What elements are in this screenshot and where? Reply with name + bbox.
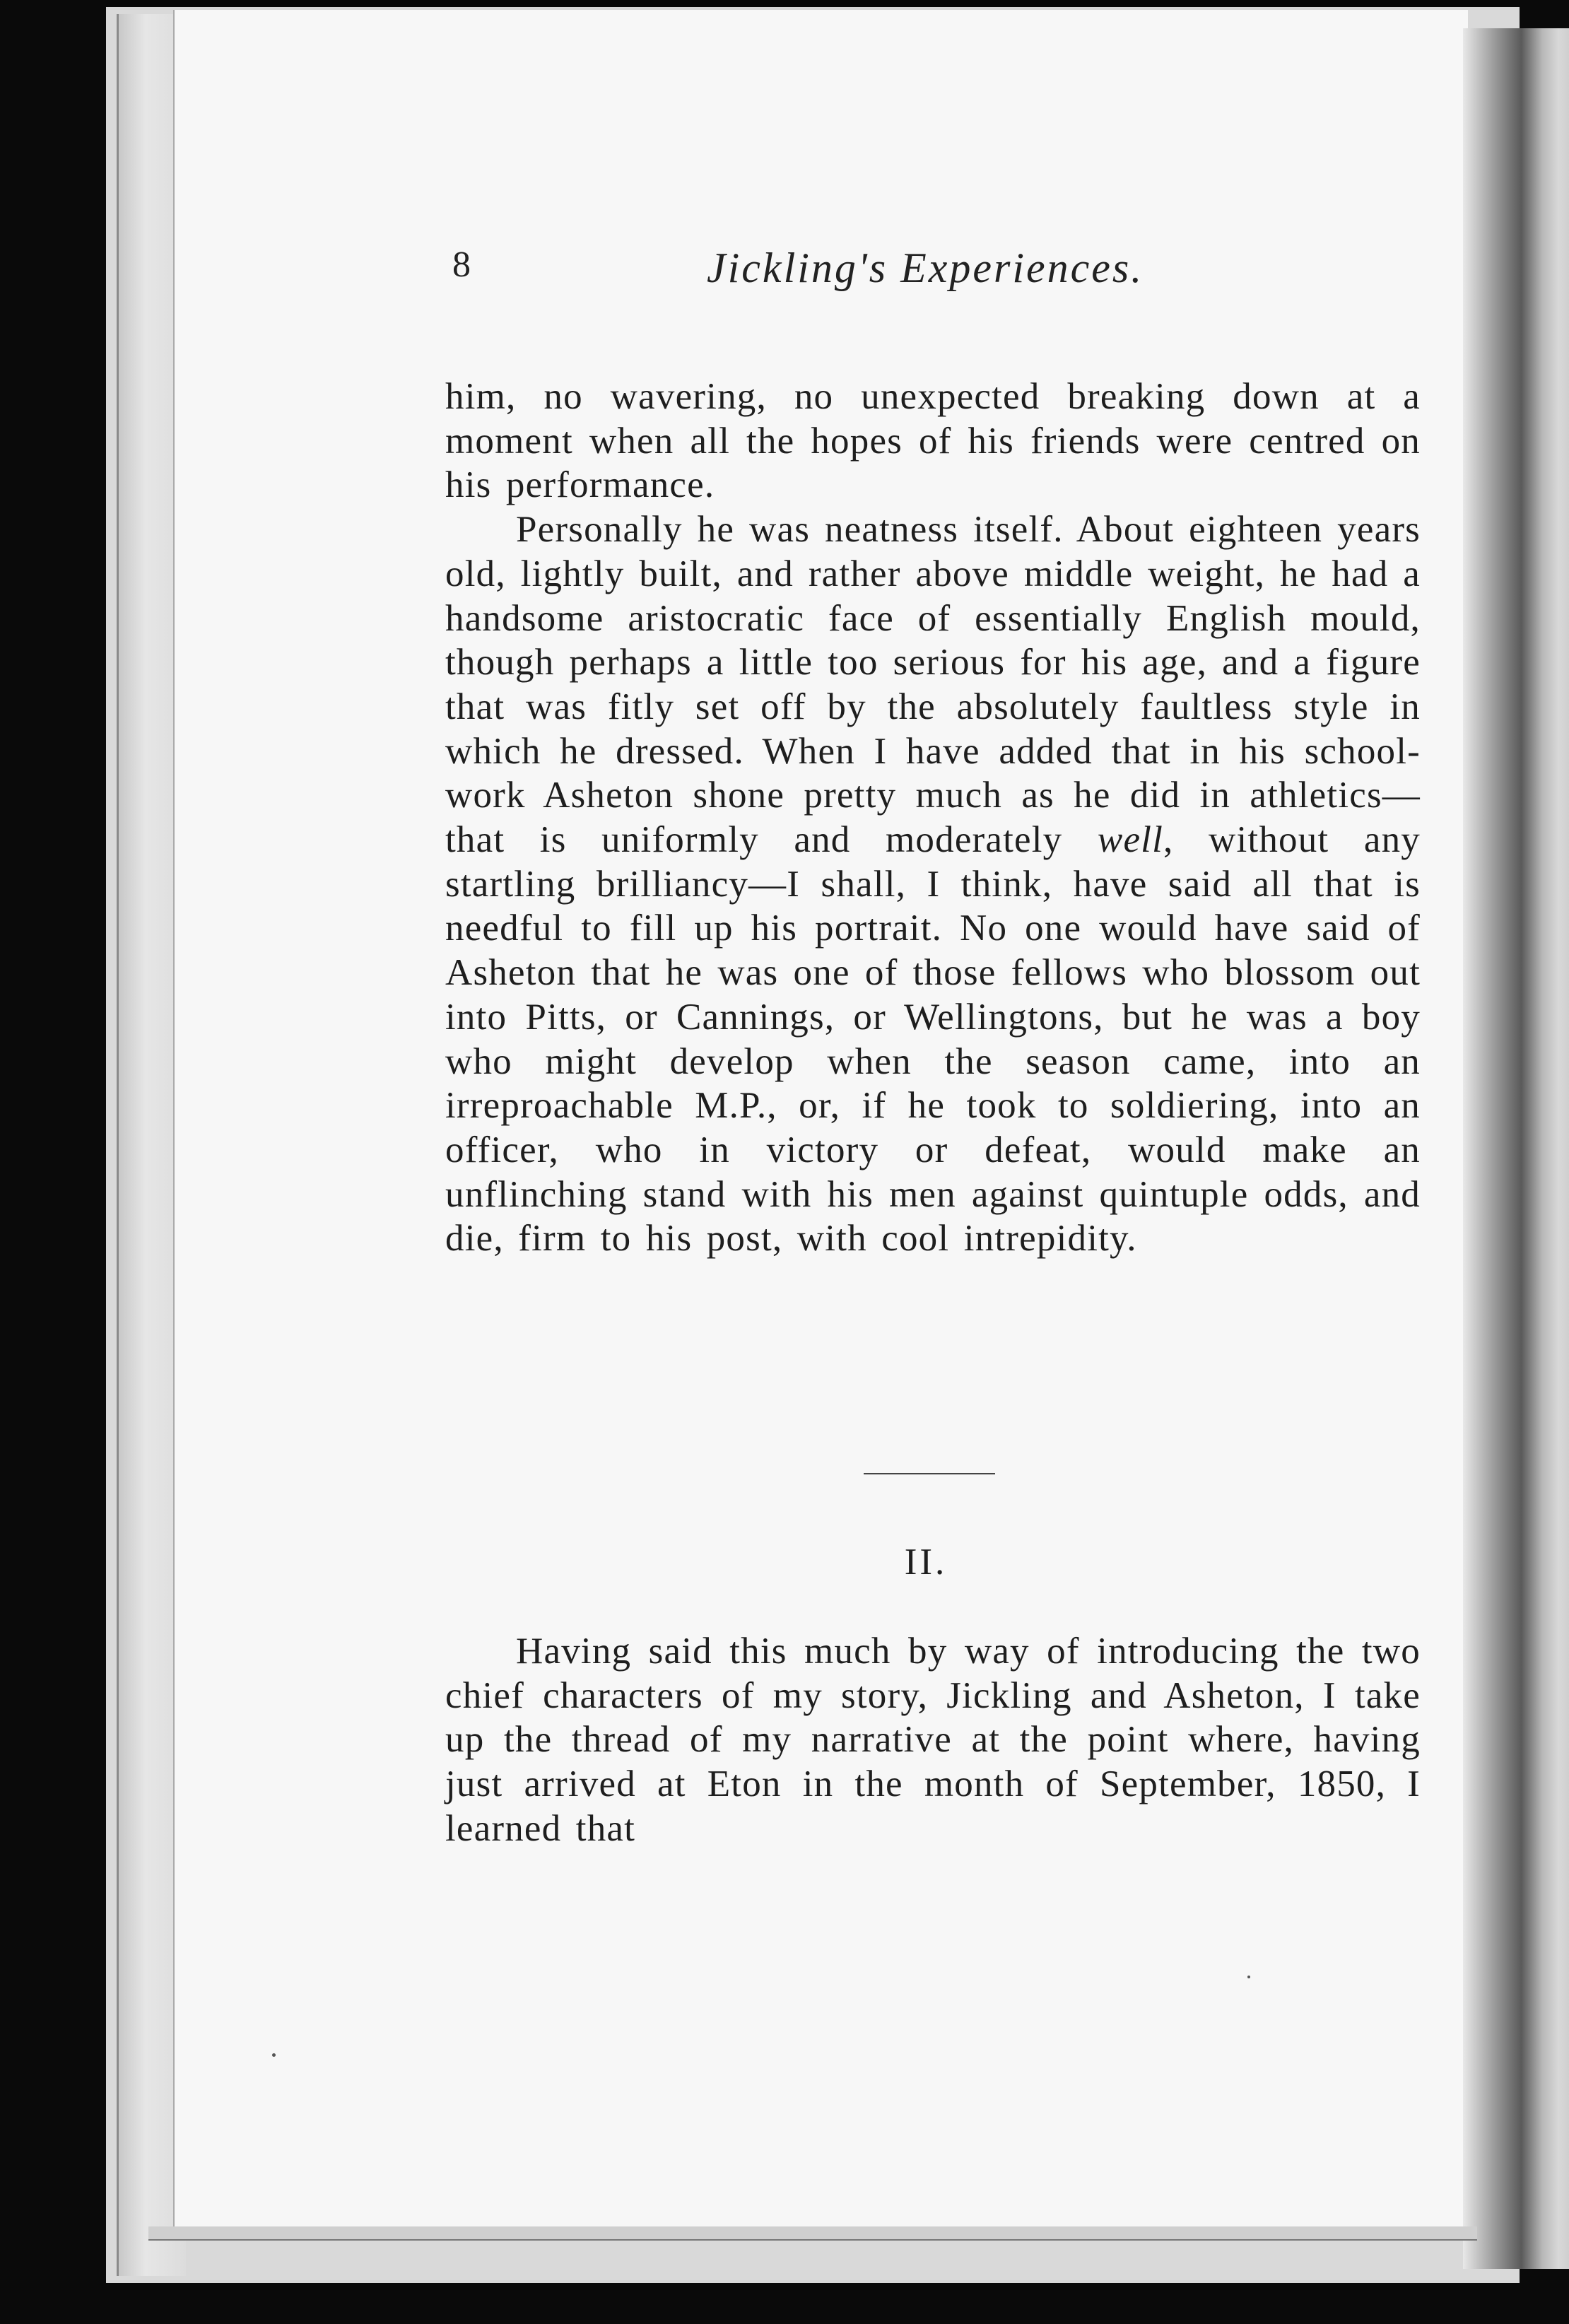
italic-word: well (1097, 819, 1164, 861)
paragraph-text: Personally he was neatness itself. About eighteen years old, lightly built, and rather above middle weight, he had a handsome aristocratic face of essentially English mould, though perhaps a little too serious for his age, and a figure that was fitly set off by the absolutely faultless style in which he dressed. When I have added that in his school-work Asheton shone pretty much as he did in athletics—that is uniformly and moderately (445, 509, 1421, 861)
paragraph-continued: him, no wavering, no unexpected breaking down at a moment when all the hopes of his friends were centred on his performance. (445, 376, 1421, 506)
section-heading: II. (904, 1542, 948, 1583)
paragraph-text: , without any startling brilliancy—I shall, I think, have said all that is needful to fill up his portrait. No one would have said of Asheton that he was one of those fellows who blossom out into Pitts, or Cannings, or Wellingtons, but he was a boy who might develop when the season came, into an irreproachable M.P., or, if he took to soldiering, into an officer, who in victory or defeat, would make an unflinching stand with his men against quintuple odds, and die, firm to his post, with cool intrepidity. (445, 819, 1421, 1260)
page-bottom-edge (148, 2226, 1477, 2241)
running-title: Jickling's Experiences. (707, 245, 1144, 291)
text-block-one (445, 375, 1421, 1261)
section-separator (864, 1473, 995, 1474)
gutter-shadow (1463, 28, 1569, 2269)
speck (272, 2053, 276, 2057)
running-head (0, 244, 1569, 300)
paragraph-personally (445, 507, 1421, 1261)
speck (1247, 1976, 1250, 1978)
page-number: 8 (452, 245, 471, 285)
text-block-two (445, 1629, 1421, 1851)
paragraph-having-said: Having said this much by way of introducing the two chief characters of my story, Jickling and Asheton, I take up the thread of my narrative at the point where, having just arrived at Eton in the month of September, 1850, I learned that (445, 1631, 1421, 1849)
